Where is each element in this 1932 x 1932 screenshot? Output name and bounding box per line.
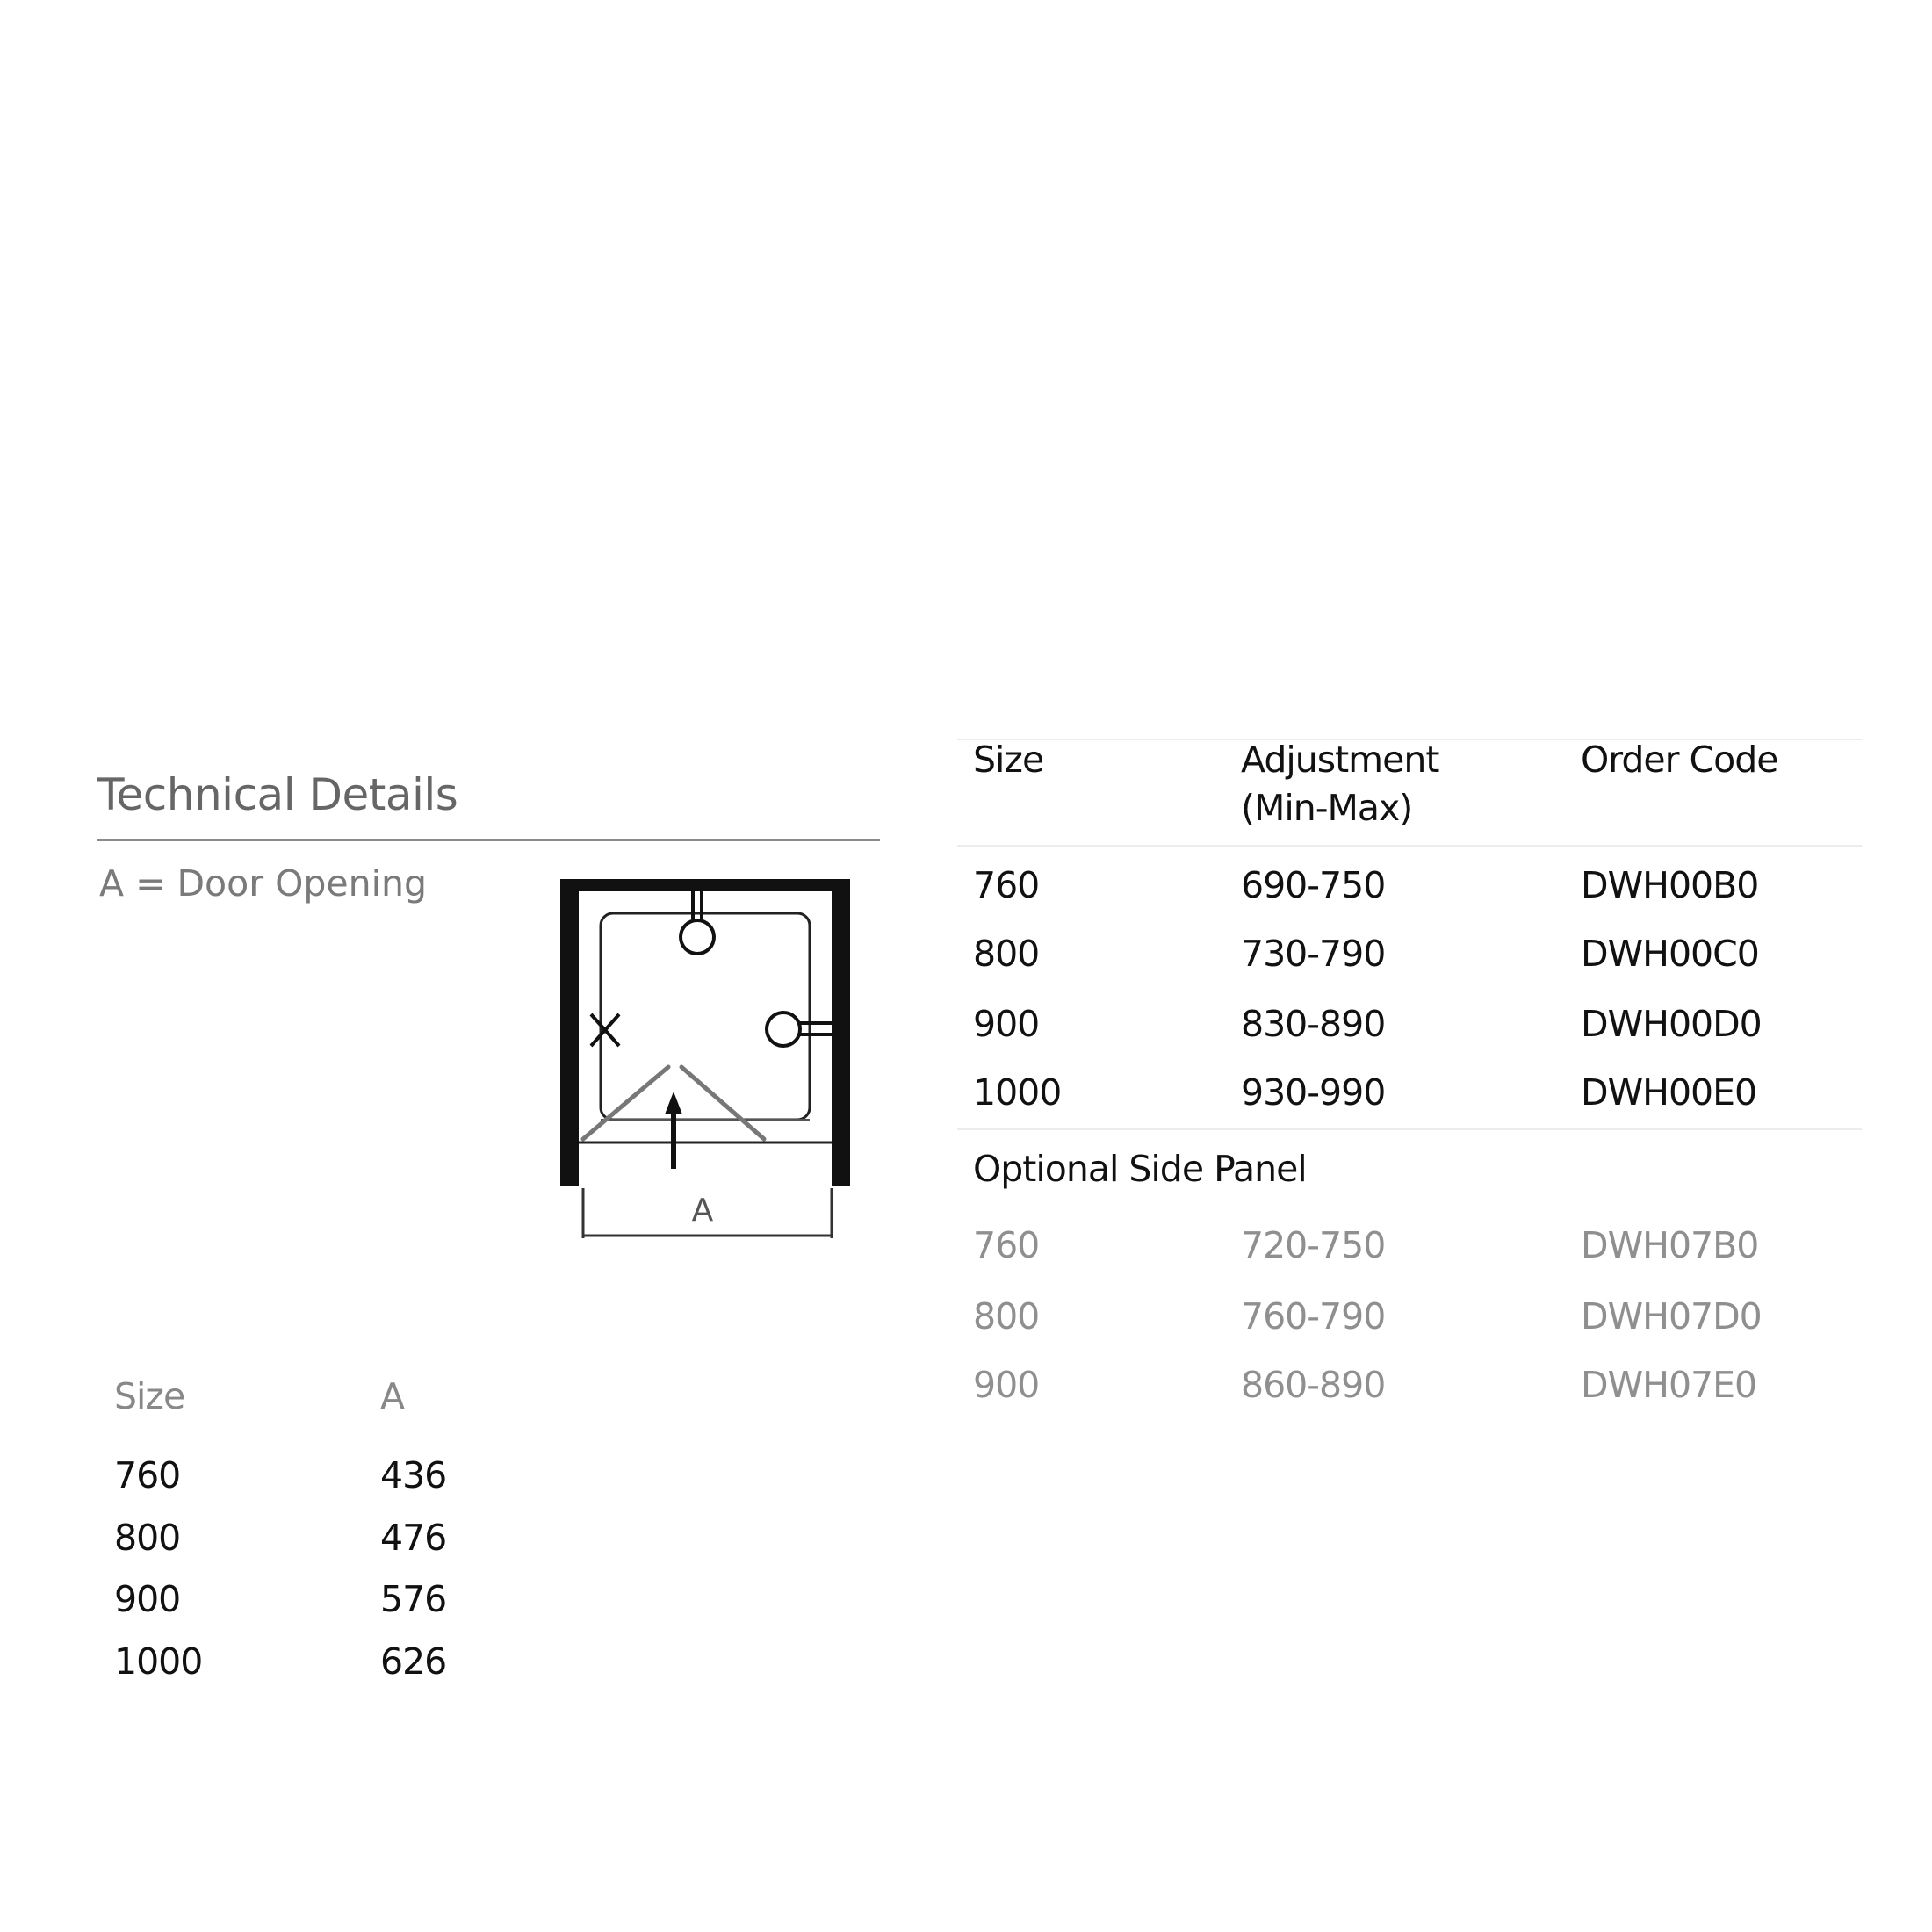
table-cell: 476	[380, 1517, 447, 1559]
size-column-header: Size	[114, 1375, 185, 1417]
table-cell: DWH07E0	[1581, 1364, 1757, 1406]
dimension-a-label: A	[691, 1193, 714, 1229]
shower-head-icon	[681, 891, 714, 954]
table-cell: 730-790	[1241, 933, 1386, 975]
table-cell: 760	[973, 1224, 1040, 1266]
enclosure-plan-diagram	[553, 874, 852, 1243]
technical-details-title: Technical Details	[97, 769, 458, 820]
table-cell: 576	[380, 1578, 447, 1620]
table-cell: 760-790	[1241, 1295, 1386, 1337]
table-cell: DWH00C0	[1581, 933, 1759, 975]
adjustment-header-line2: (Min-Max)	[1241, 787, 1413, 829]
table-cell: 800	[973, 933, 1040, 975]
size-column-header: Size	[973, 739, 1044, 781]
door-opening-legend: A = Door Opening	[99, 862, 428, 905]
table-cell: 760	[973, 864, 1040, 906]
table-cell: DWH00B0	[1581, 864, 1759, 906]
adjustment-column-header	[1241, 736, 1438, 833]
table-cell: DWH00D0	[1581, 1003, 1762, 1045]
table-cell: 830-890	[1241, 1003, 1386, 1045]
table-cell: 436	[380, 1454, 447, 1496]
header-rule	[957, 845, 1862, 847]
table-cell: 760	[114, 1454, 181, 1496]
adjustment-header-line1: Adjustment	[1241, 739, 1439, 781]
table-cell: DWH07D0	[1581, 1295, 1762, 1337]
table-cell: 900	[973, 1364, 1040, 1406]
optional-side-panel-title: Optional Side Panel	[973, 1148, 1307, 1190]
table-cell: 1000	[114, 1640, 203, 1683]
table-cell: 1000	[973, 1071, 1062, 1114]
fixing-cross-icon	[591, 1014, 619, 1046]
entry-arrow-icon	[665, 1092, 682, 1169]
table-cell: 900	[973, 1003, 1040, 1045]
table-cell: DWH07B0	[1581, 1224, 1759, 1266]
table-cell: 800	[973, 1295, 1040, 1337]
order-code-column-header: Order Code	[1581, 739, 1778, 781]
table-cell: 690-750	[1241, 864, 1386, 906]
title-divider	[97, 839, 880, 841]
a-column-header: A	[380, 1375, 405, 1417]
shower-valve-icon	[767, 1013, 832, 1046]
table-cell: 930-990	[1241, 1071, 1386, 1114]
table-cell: 860-890	[1241, 1364, 1386, 1406]
table-cell: 720-750	[1241, 1224, 1386, 1266]
table-cell: DWH00E0	[1581, 1071, 1757, 1114]
table-cell: 900	[114, 1578, 181, 1620]
section-rule	[957, 1128, 1862, 1130]
table-cell: 800	[114, 1517, 181, 1559]
table-cell: 626	[380, 1640, 447, 1683]
